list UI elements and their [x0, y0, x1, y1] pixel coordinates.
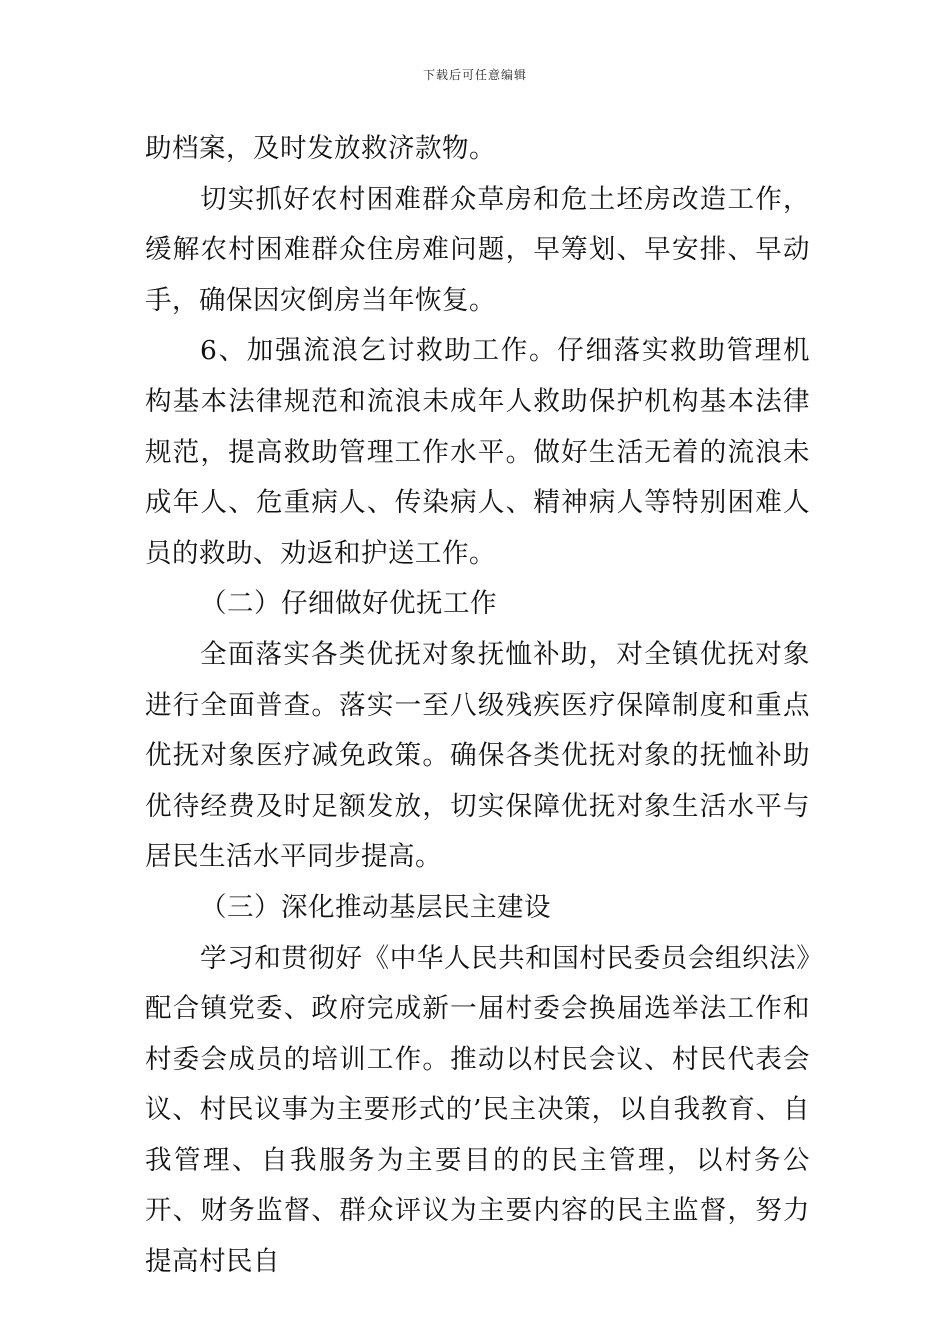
- paragraph-preferential-care: 全面落实各类优抚对象抚恤补助，对全镇优抚对象进行全面普查。落实一至八级残疾医疗保障制度和重点优抚对象医疗减免政策。确保各类优抚对象的抚恤补助优待经费及时足额发放，切实保障优抚对象生活水平与居民生活水平同步提高。: [145, 638, 810, 873]
- section-heading-preferential-care: （二）仔细做好优抚工作: [200, 588, 497, 620]
- paragraph-continuation: 助档案，及时发放救济款物。: [145, 133, 496, 164]
- document-body: [145, 124, 810, 1288]
- paragraph-vagrant-aid: 6、加强流浪乞讨救助工作。仔细落实救助管理机构基本法律规范和流浪未成年人救助保护机构基本法律规范，提高救助管理工作水平。做好生活无着的流浪未成年人、危重病人、传染病人、精神病人等特别困难人员的救助、劝返和护送工作。: [145, 335, 810, 569]
- paragraph-grassroots-democracy: 学习和贯彻好《中华人民共和国村民委员会组织法》配合镇党委、政府完成新一届村委会换届选举法工作和村委会成员的培训工作。推动以村民会议、村民代表会议、村民议事为主要形式的’民主决策，以自我教育、自我管理、自我服务为主要目的的民主管理，以村务公开、财务监督、群众评议为主要内容的民主监督，努力提高村民自: [145, 942, 810, 1278]
- paragraph-housing: 切实抓好农村困难群众草房和危土坯房改造工作，缓解农村困难群众住房难问题，早筹划、早安排、早动手，确保因灾倒房当年恢复。: [145, 183, 810, 316]
- header-note: 下载后可任意编辑: [422, 68, 527, 82]
- section-heading-grassroots-democracy: （三）深化推动基层民主建设: [200, 891, 551, 923]
